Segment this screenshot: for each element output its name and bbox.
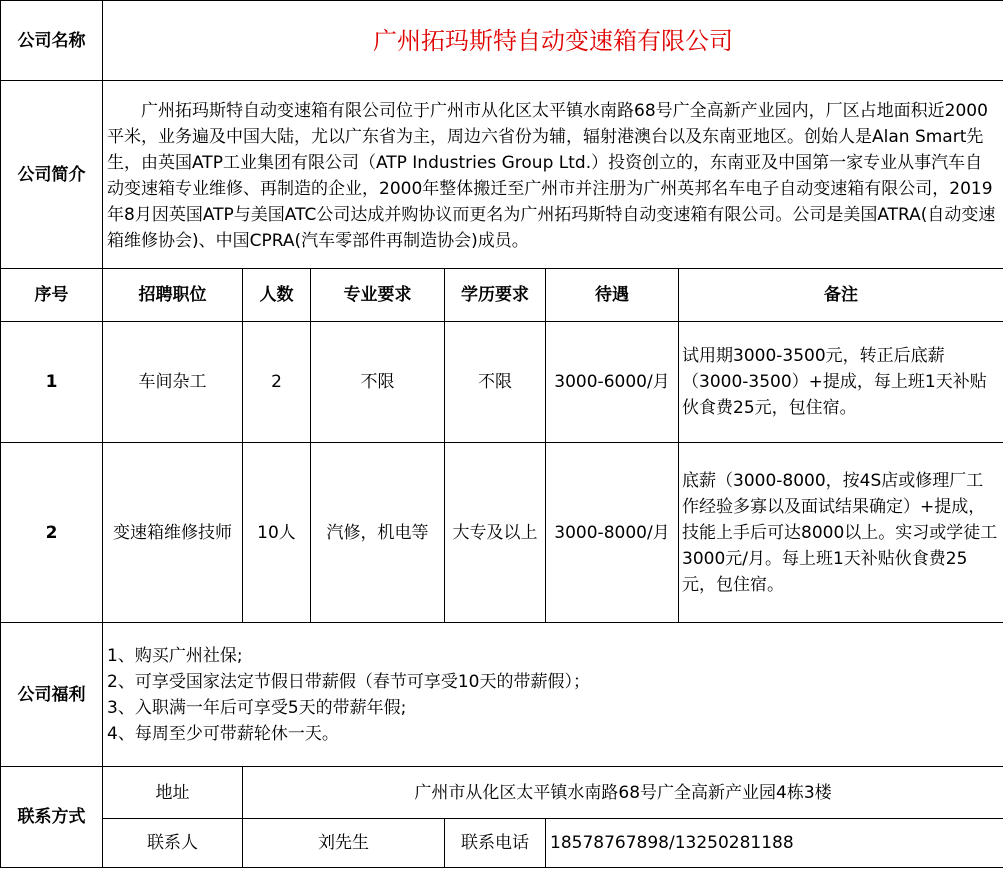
list-item: 2、可享受国家法定节假日带薪假（春节可享受10天的带薪假）； <box>107 671 590 692</box>
job-major: 不限 <box>311 322 445 443</box>
contact-address-row <box>1 767 1003 819</box>
column-header-major: 专业要求 <box>311 269 445 322</box>
contact-person-row <box>1 819 1003 868</box>
contact-label: 联系方式 <box>1 767 103 868</box>
job-no: 1 <box>1 322 103 443</box>
column-header-no: 序号 <box>1 269 103 322</box>
contact-phone-label: 联系电话 <box>445 819 546 868</box>
company-name-label: 公司名称 <box>1 1 103 81</box>
job-count: 10人 <box>243 443 311 623</box>
column-header-remark: 备注 <box>679 269 1003 322</box>
benefits-list <box>103 643 1003 747</box>
column-header-count: 人数 <box>243 269 311 322</box>
job-remark-cell <box>679 443 1003 623</box>
benefits-label: 公司福利 <box>1 623 103 767</box>
company-name: 广州拓玛斯特自动变速箱有限公司 <box>103 1 1003 81</box>
contact-person-value: 刘先生 <box>243 819 445 868</box>
contact-phone-value: 18578767898/13250281188 <box>546 819 1003 868</box>
job-count: 2 <box>243 322 311 443</box>
job-position: 变速箱维修技师 <box>103 443 243 623</box>
address-value: 广州市从化区太平镇水南路68号广全高新产业园4栋3楼 <box>243 767 1003 819</box>
job-education: 大专及以上 <box>445 443 546 623</box>
jobs-header-row <box>1 269 1003 322</box>
column-header-education: 学历要求 <box>445 269 546 322</box>
job-education: 不限 <box>445 322 546 443</box>
company-intro-cell <box>103 81 1003 269</box>
column-header-salary: 待遇 <box>546 269 679 322</box>
column-header-position: 招聘职位 <box>103 269 243 322</box>
job-salary: 3000-6000/月 <box>546 322 679 443</box>
list-item: 1、购买广州社保; <box>107 645 243 666</box>
company-intro-text: 广州拓玛斯特自动变速箱有限公司位于广州市从化区太平镇水南路68号广全高新产业园内，厂区占地面积近2000平米，业务遍及中国大陆，尤以广东省为主，周边六省份为辅，辐射港澳台以及东南亚地区。创始人是Alan Smart先生，由英国ATP工业集团有限公司（ATP Industries Group Ltd.）投资创立的，东南亚及中国第一家专业从事汽车自动变速箱专业维修、再制造的企业，2000年整体搬迁至广州市并注册为广州英邦名车电子自动变速箱有限公司，2019年8月因英国ATP与美国ATC公司达成并购协议而更名为广州拓玛斯特自动变速箱有限公司。公司是美国ATRA(自动变速箱维修协会)、中国CPRA(汽车零部件再制造协会)成员。 <box>107 101 996 251</box>
job-major: 汽修，机电等 <box>311 443 445 623</box>
job-position: 车间杂工 <box>103 322 243 443</box>
company-intro-label: 公司简介 <box>1 81 103 269</box>
list-item: 4、每周至少可带薪轮休一天。 <box>107 723 339 744</box>
job-remark: 底薪（3000-8000，按4S店或修理厂工作经验多寡以及面试结果确定）+提成，技能上手后可达8000以上。实习或学徒工3000元/月。每上班1天补贴伙食费25元，包住宿。 <box>682 470 998 595</box>
table-row <box>1 322 1003 443</box>
list-item: 3、入职满一年后可享受5天的带薪年假; <box>107 697 407 718</box>
job-remark-cell <box>679 322 1003 443</box>
benefits-cell <box>103 623 1003 767</box>
job-remark: 试用期3000-3500元，转正后底薪（3000-3500）+提成，每上班1天补贴伙食费25元，包住宿。 <box>682 346 987 418</box>
company-name-row <box>1 1 1003 81</box>
job-no: 2 <box>1 443 103 623</box>
table-row <box>1 443 1003 623</box>
contact-person-label: 联系人 <box>103 819 243 868</box>
benefits-row <box>1 623 1003 767</box>
job-salary: 3000-8000/月 <box>546 443 679 623</box>
company-intro-row <box>1 81 1003 269</box>
address-label: 地址 <box>103 767 243 819</box>
